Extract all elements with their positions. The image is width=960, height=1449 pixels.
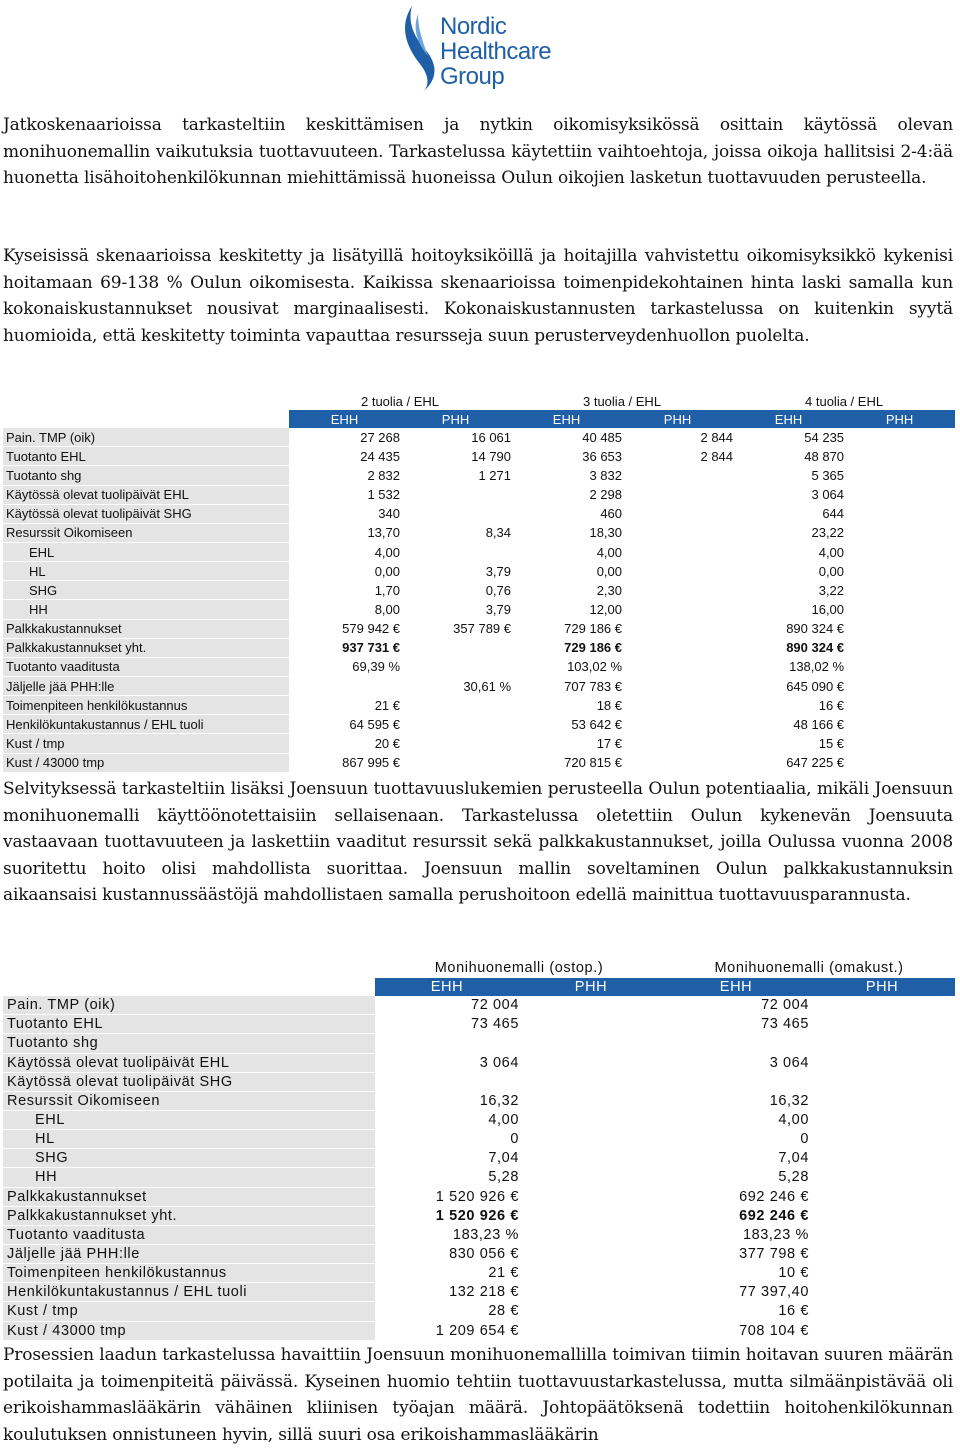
row-label: Käytössä olevat tuolipäivät EHL — [3, 485, 289, 504]
table-cell — [844, 600, 955, 619]
table-cell: 3 064 — [811, 487, 845, 503]
table-cell — [844, 428, 955, 447]
table-row — [3, 1321, 955, 1340]
table-cell — [519, 1072, 663, 1091]
table-cell — [400, 485, 511, 504]
column-header: PHH — [519, 978, 663, 996]
table-cell — [622, 715, 733, 734]
table-cell — [519, 1053, 663, 1072]
table-cell: 77 397,40 — [739, 1284, 810, 1301]
table-cell: 16,32 — [769, 1092, 810, 1109]
table-cell: 692 246 € — [739, 1207, 810, 1224]
table-cell: 14 790 — [471, 448, 512, 464]
table-row — [3, 1264, 955, 1283]
table-cell — [809, 1264, 955, 1283]
table-cell — [519, 1091, 663, 1110]
table-cell: 340 — [378, 506, 400, 522]
table-row — [3, 1053, 955, 1072]
table-cell — [519, 1034, 663, 1053]
table-subheader-row — [3, 410, 955, 428]
table-cell: 72 004 — [761, 997, 810, 1014]
row-label: HH — [3, 1168, 375, 1187]
table-cell: 0,00 — [818, 563, 845, 579]
table-cell — [844, 523, 955, 542]
table-cell — [519, 1283, 663, 1302]
row-label: Henkilökuntakustannus / EHL tuoli — [3, 1283, 375, 1302]
table-cell: 8,00 — [374, 601, 400, 617]
table-cell: 72 004 — [471, 997, 519, 1014]
table-row — [3, 542, 955, 561]
row-label: Jäljelle jää PHH:lle — [3, 676, 289, 695]
table-cell — [519, 1130, 663, 1149]
table-cell: 867 995 € — [342, 755, 400, 771]
table-cell — [809, 1110, 955, 1129]
table-cell — [844, 638, 955, 657]
table-cell — [809, 1091, 955, 1110]
table-cell: 20 € — [374, 735, 400, 751]
logo-line-3: Group — [440, 63, 505, 90]
table-cell — [622, 676, 733, 695]
multiroom-table-body — [3, 996, 955, 1340]
row-label: Toimenpiteen henkilökustannus — [3, 696, 289, 715]
table-row — [3, 657, 955, 676]
row-label: Kust / 43000 tmp — [3, 1321, 375, 1340]
row-label: SHG — [3, 1149, 375, 1168]
row-label: Palkkakustannukset — [3, 1187, 375, 1206]
table-cell — [809, 1321, 955, 1340]
table-row — [3, 562, 955, 581]
column-header: EHH — [289, 410, 400, 428]
row-label: Tuotanto vaaditusta — [3, 1225, 375, 1244]
row-label: EHL — [3, 542, 289, 561]
table-cell: 4,00 — [778, 1112, 810, 1129]
table-cell — [844, 466, 955, 485]
table-row — [3, 1244, 955, 1263]
table-cell: 17 € — [596, 735, 623, 751]
table-cell — [622, 734, 733, 753]
table-cell: 36 653 — [582, 448, 623, 464]
table-cell — [809, 1149, 955, 1168]
table-cell — [809, 1283, 955, 1302]
table-cell: 73 465 — [471, 1016, 519, 1033]
paragraph-1: Jatkoskenaarioissa tarkasteltiin keskittämisen ja nytkin oikomisyksikössä osittain käytössä olevan monihuonemallin vaikutuksia tuottavuuteen. Tarkastelussa käytettiin vaihtoehtoja, joissa oikoja hallitsisi 2-4:ää huonetta lisähoitohenkilökunnan miehittämissä huoneissa Oulun oikojien lasketun tuottavuuden perusteella. — [3, 115, 953, 189]
table-cell: 16 061 — [471, 429, 512, 445]
table-cell — [519, 1225, 663, 1244]
column-header: EHH — [733, 410, 844, 428]
table-cell: 729 186 € — [564, 621, 623, 637]
group-header: 3 tuolia / EHL — [583, 394, 662, 409]
table-row — [3, 466, 955, 485]
row-label: Jäljelle jää PHH:lle — [3, 1244, 375, 1263]
table-cell: 4,00 — [488, 1112, 519, 1129]
table-cell: 5,28 — [778, 1169, 810, 1186]
table-row — [3, 676, 955, 695]
row-label: Henkilökuntakustannus / EHL tuoli — [3, 715, 289, 734]
table-cell — [809, 1053, 955, 1072]
table-cell: 13,70 — [367, 525, 400, 541]
table-cell: 16 € — [818, 697, 845, 713]
group-header: Monihuonemalli (ostop.) — [434, 960, 604, 976]
table-cell: 27 268 — [360, 429, 400, 445]
table-cell: 2 844 — [700, 448, 734, 464]
table-cell: 1 520 926 € — [435, 1207, 519, 1224]
row-label: Käytössä olevat tuolipäivät EHL — [3, 1053, 375, 1072]
table-cell: 3,79 — [485, 601, 512, 617]
table-cell: 48 870 — [804, 448, 845, 464]
paragraph-2: Kyseisissä skenaarioissa keskitetty ja lisätyillä hoitoyksiköillä ja hoitajilla vahvistettu oikomisyksikkö kykenisi hoitamaan 69-138 % Oulun oikomisesta. Kaikissa skenaarioissa toimenpidekohtainen hinta laski samalla kun kokonaiskustannukset nousivat marginaalisesti. Kokonaiskustannusten tarkastelussa on kuitenkin syytä huomioida, että keskitetty toiminta vapauttaa resursseja suun perusterveydenhuollon puolelta. — [3, 246, 953, 346]
table-cell: 890 324 € — [786, 621, 845, 637]
row-label: Tuotanto shg — [3, 466, 289, 485]
table-cell — [375, 1072, 519, 1091]
table-row — [3, 1110, 955, 1129]
column-header: EHH — [511, 410, 622, 428]
logo-line-2: Healthcare — [440, 38, 552, 65]
table-cell — [844, 581, 955, 600]
table-cell: 16,32 — [479, 1092, 519, 1109]
nordic-healthcare-group-logo — [398, 4, 568, 92]
table-cell — [844, 657, 955, 676]
table-cell: 16 € — [778, 1303, 810, 1320]
table-cell: 7,04 — [488, 1150, 519, 1167]
table-cell: 4,00 — [374, 544, 400, 560]
table-cell — [622, 523, 733, 542]
row-label: SHG — [3, 581, 289, 600]
table-cell — [809, 996, 955, 1015]
table-cell — [809, 1015, 955, 1034]
table-cell: 579 942 € — [342, 621, 400, 637]
table-cell: 28 € — [488, 1303, 519, 1320]
table-cell — [809, 1225, 955, 1244]
table-cell: 2 832 — [367, 467, 400, 483]
table-cell — [519, 996, 663, 1015]
row-label: Tuotanto vaaditusta — [3, 657, 289, 676]
table-cell — [622, 753, 733, 772]
table-cell: 2 844 — [700, 429, 734, 445]
table-cell: 18,30 — [589, 525, 623, 541]
row-label: Palkkakustannukset yht. — [3, 638, 289, 657]
table-cell: 0 — [800, 1131, 810, 1148]
column-header: EHH — [375, 978, 519, 996]
table-cell — [809, 1168, 955, 1187]
table-cell: 73 465 — [761, 1016, 810, 1033]
table-cell — [400, 657, 511, 676]
table-cell — [519, 1244, 663, 1263]
table-cell: 4,00 — [596, 544, 623, 560]
table-row — [3, 715, 955, 734]
table-cell: 24 435 — [360, 448, 400, 464]
table-cell — [844, 715, 955, 734]
table-cell: 21 € — [488, 1265, 519, 1282]
row-label: Palkkakustannukset yht. — [3, 1206, 375, 1225]
logo-swoosh-icon — [398, 4, 442, 92]
table-cell — [809, 1072, 955, 1091]
group-header: 4 tuolia / EHL — [805, 394, 884, 409]
logo-line-1: Nordic — [440, 13, 507, 40]
column-header: PHH — [400, 410, 511, 428]
table-cell: 16,00 — [811, 601, 845, 617]
table-cell: 30,61 % — [463, 678, 512, 694]
row-label: Tuotanto EHL — [3, 447, 289, 466]
table-cell — [663, 1072, 809, 1091]
table-row — [3, 696, 955, 715]
column-header: PHH — [844, 410, 955, 428]
table-cell: 23,22 — [811, 525, 845, 541]
table-cell — [809, 1244, 955, 1263]
table-cell — [400, 715, 511, 734]
table-cell — [622, 562, 733, 581]
group-header: Monihuonemalli (omakust.) — [714, 960, 904, 976]
table-row — [3, 504, 955, 523]
table-row — [3, 734, 955, 753]
row-label: EHL — [3, 1110, 375, 1129]
table-cell: 830 056 € — [449, 1246, 519, 1263]
table-cell: 720 815 € — [564, 755, 623, 771]
table-cell: 647 225 € — [786, 755, 845, 771]
table-row — [3, 1149, 955, 1168]
row-label: Pain. TMP (oik) — [3, 428, 289, 447]
table-cell: 12,00 — [589, 601, 623, 617]
table-cell — [519, 1168, 663, 1187]
paragraph-4: Prosessien laadun tarkastelussa havaittiin Joensuun monihuonemallilla toimivan tiimin hoitavan suuren määrän potilaita ja toimenpiteitä päivässä. Kyseinen huomio tehtiin tuottavuustarkastelussa, mutta silmäänpistävää oli erikoishammaslääkärin vähäinen kliinisen työajan määrä. Johtopäätöksenä todettiin hoitohenkilökunnan koulutuksen onnistuneen hyvin, sillä suuri osa erikoishammaslääkärin — [3, 1345, 953, 1445]
table-cell — [400, 734, 511, 753]
table-cell — [844, 542, 955, 561]
row-label: Resurssit Oikomiseen — [3, 1091, 375, 1110]
table-row — [3, 600, 955, 619]
table-cell — [519, 1015, 663, 1034]
row-label: Käytössä olevat tuolipäivät SHG — [3, 1072, 375, 1091]
table-cell: 40 485 — [582, 429, 623, 445]
table-cell: 183,23 % — [452, 1226, 519, 1243]
row-label: Tuotanto EHL — [3, 1015, 375, 1034]
table-cell — [400, 696, 511, 715]
table-cell: 645 090 € — [786, 678, 845, 694]
table-cell: 0,00 — [596, 563, 623, 579]
table-cell — [519, 1110, 663, 1129]
table-cell — [622, 600, 733, 619]
table-cell: 2,30 — [596, 582, 623, 598]
table-cell: 460 — [600, 506, 623, 522]
table-cell: 183,23 % — [742, 1226, 810, 1243]
table-cell: 692 246 € — [739, 1188, 810, 1205]
table-cell — [844, 619, 955, 638]
table-row — [3, 753, 955, 772]
table-cell: 54 235 — [804, 429, 845, 445]
multiroom-table — [3, 958, 955, 1341]
row-label: Käytössä olevat tuolipäivät SHG — [3, 504, 289, 523]
table-cell — [622, 619, 733, 638]
table-cell: 1 271 — [478, 467, 512, 483]
group-header: 2 tuolia / EHL — [360, 394, 440, 409]
table-cell: 64 595 € — [349, 716, 400, 732]
table-cell — [519, 1321, 663, 1340]
table-row — [3, 1130, 955, 1149]
table-cell — [519, 1302, 663, 1321]
table-cell: 357 789 € — [453, 621, 512, 637]
row-label: HL — [3, 1130, 375, 1149]
row-label: Kust / tmp — [3, 1302, 375, 1321]
table-cell — [622, 581, 733, 600]
scenario-table — [3, 393, 955, 773]
table-row — [3, 485, 955, 504]
table-cell: 69,39 % — [352, 659, 400, 675]
table-cell: 138,02 % — [789, 659, 845, 675]
table-cell — [519, 1149, 663, 1168]
table-cell — [622, 485, 733, 504]
table-cell — [519, 1264, 663, 1283]
table-cell — [809, 1034, 955, 1053]
table-cell — [809, 1130, 955, 1149]
table-cell: 21 € — [374, 697, 400, 713]
table-row — [3, 1225, 955, 1244]
table-cell — [400, 504, 511, 523]
table-cell: 10 € — [778, 1265, 810, 1282]
table-cell — [844, 734, 955, 753]
table-cell — [519, 1206, 663, 1225]
table-cell: 103,02 % — [567, 659, 623, 675]
table-row — [3, 619, 955, 638]
paragraph-3: Selvityksessä tarkasteltiin lisäksi Joensuun tuottavuuslukemien perusteella Oulun potentiaalia, mikäli Joensuun monihuonemalli käyttöönotettaisiin sellaisenaan. Tarkastelussa oletettiin Oulun kykenevän Joensuuta vastaavaan tuottavuuteen ja laskettiin vaaditut resurssit sekä palkkakustannukset, joilla Oulussa vuonna 2008 suoritettu hoito olisi mahdollista suorittaa. Joensuun mallin soveltaminen Oulun palkkakustannuksin aikaansaisi kustannussäästöjä mahdollistaen samalla perushoitoon edellä mainittua tuottavuusparannusta. — [3, 779, 953, 906]
table-cell: 3 832 — [589, 467, 623, 483]
table-cell — [519, 1187, 663, 1206]
table-cell: 18 € — [596, 697, 623, 713]
table-row — [3, 996, 955, 1015]
table-subheader-row — [3, 978, 955, 996]
row-label: Toimenpiteen henkilökustannus — [3, 1264, 375, 1283]
table-row — [3, 1283, 955, 1302]
column-header: PHH — [622, 410, 733, 428]
row-label: Kust / 43000 tmp — [3, 753, 289, 772]
table-cell: 1 209 654 € — [435, 1322, 519, 1339]
table-cell: 890 324 € — [786, 640, 845, 656]
row-label: HL — [3, 562, 289, 581]
table-cell: 5 365 — [811, 467, 845, 483]
table-group-header-row — [3, 958, 955, 978]
table-cell — [663, 1034, 809, 1053]
table-row — [3, 1168, 955, 1187]
table-cell — [844, 485, 955, 504]
row-label: Kust / tmp — [3, 734, 289, 753]
table-cell: 2 298 — [589, 487, 623, 503]
row-label: HH — [3, 600, 289, 619]
table-cell: 1 532 — [367, 487, 400, 503]
table-cell — [844, 753, 955, 772]
table-cell — [622, 638, 733, 657]
table-row — [3, 1187, 955, 1206]
table-cell: 708 104 € — [739, 1322, 810, 1339]
table-cell: 729 186 € — [564, 640, 623, 656]
table-row — [3, 1072, 955, 1091]
table-cell — [400, 753, 511, 772]
table-row — [3, 1034, 955, 1053]
table-cell — [844, 696, 955, 715]
column-header: EHH — [663, 978, 809, 996]
table-row — [3, 638, 955, 657]
table-row — [3, 523, 955, 542]
table-cell: 3,22 — [818, 582, 845, 598]
table-cell — [809, 1187, 955, 1206]
table-cell: 0,76 — [485, 582, 512, 598]
table-cell — [400, 542, 511, 561]
table-cell — [809, 1206, 955, 1225]
table-cell: 5,28 — [488, 1169, 519, 1186]
table-cell: 4,00 — [818, 544, 845, 560]
table-cell: 0,00 — [374, 563, 400, 579]
table-cell — [622, 542, 733, 561]
row-label: Resurssit Oikomiseen — [3, 523, 289, 542]
table-cell — [844, 504, 955, 523]
table-cell — [622, 466, 733, 485]
table-cell: 132 218 € — [449, 1284, 519, 1301]
table-row — [3, 447, 955, 466]
table-cell: 707 783 € — [564, 678, 623, 694]
table-cell: 377 798 € — [739, 1246, 810, 1263]
row-label: Palkkakustannukset — [3, 619, 289, 638]
table-cell: 937 731 € — [342, 640, 400, 656]
table-row — [3, 1091, 955, 1110]
table-cell — [809, 1302, 955, 1321]
table-cell: 48 166 € — [793, 716, 845, 732]
table-cell — [844, 447, 955, 466]
table-row — [3, 1302, 955, 1321]
logo-wordmark — [440, 14, 551, 89]
table-group-header-row — [3, 393, 955, 410]
table-cell: 644 — [822, 506, 845, 522]
table-cell — [622, 504, 733, 523]
table-cell — [400, 638, 511, 657]
column-header: PHH — [809, 978, 955, 996]
table-cell — [844, 562, 955, 581]
table-cell: 1 520 926 € — [435, 1188, 519, 1205]
table-row — [3, 428, 955, 447]
table-cell: 1,70 — [374, 582, 400, 598]
table-cell — [622, 696, 733, 715]
table-cell — [622, 657, 733, 676]
table-cell: 15 € — [818, 735, 845, 751]
table-cell: 53 642 € — [571, 716, 623, 732]
table-cell: 8,34 — [485, 525, 512, 541]
table-cell — [844, 676, 955, 695]
row-label: Tuotanto shg — [3, 1034, 375, 1053]
table-cell: 3 064 — [769, 1054, 810, 1071]
row-label: Pain. TMP (oik) — [3, 996, 375, 1015]
table-cell — [375, 1034, 519, 1053]
table-cell: 3 064 — [479, 1054, 519, 1071]
table-cell: 7,04 — [778, 1150, 810, 1167]
table-cell — [289, 676, 400, 695]
table-row — [3, 581, 955, 600]
table-row — [3, 1015, 955, 1034]
table-cell: 3,79 — [485, 563, 512, 579]
table-cell: 0 — [510, 1131, 519, 1148]
table-row — [3, 1206, 955, 1225]
scenario-table-body — [3, 428, 955, 772]
